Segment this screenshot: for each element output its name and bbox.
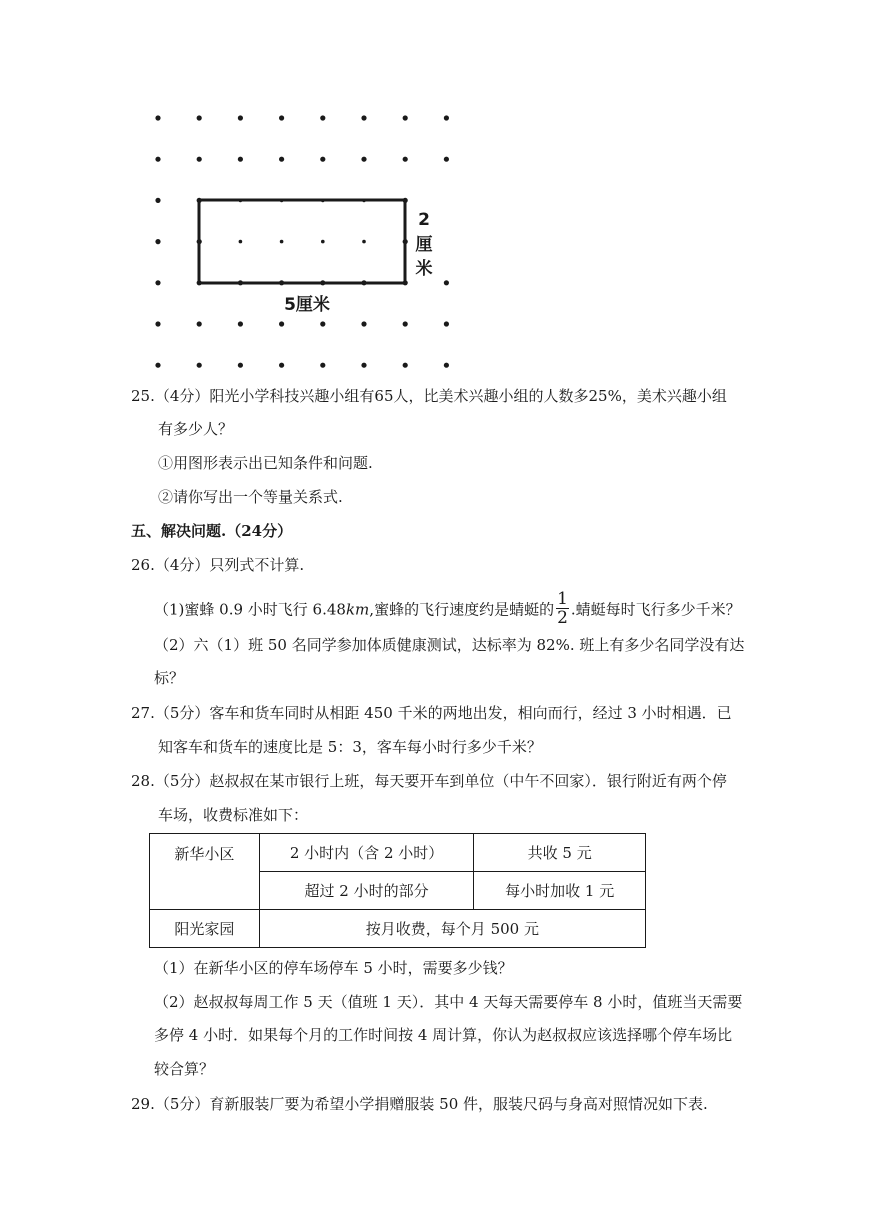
grid-dot (320, 363, 325, 368)
q25-line1: 25.（4分）阳光小学科技兴趣小组有65人，比美术兴趣小组的人数多25%，美术兴趣小组 (131, 387, 727, 405)
lot1-row1-fee: 共收 5 元 (474, 834, 646, 872)
q26-line1: 26.（4分）只列式不计算. (131, 556, 305, 574)
grid-dot (239, 240, 243, 244)
grid-dot (444, 115, 449, 120)
grid-dot (444, 157, 449, 162)
q26-sub1-unit: km (345, 600, 370, 619)
grid-dot (361, 157, 366, 162)
lot1-row2-condition: 超过 2 小时的部分 (259, 872, 474, 910)
grid-dot (361, 321, 366, 326)
grid-dot (155, 115, 160, 120)
q28-sub2-line3: 较合算？ (154, 1060, 215, 1078)
q27-line1: 27.（5分）客车和货车同时从相距 450 千米的两地出发，相向而行，经过 3 小时相遇．已 (131, 704, 732, 722)
grid-dot (362, 240, 366, 244)
dot-grid-figure (140, 100, 480, 385)
grid-dot (155, 157, 160, 162)
grid-dot (403, 321, 408, 326)
grid-dot (280, 240, 284, 244)
height-label-1: 2 (418, 210, 430, 230)
grid-dot (403, 363, 408, 368)
dot-grid-svg (140, 100, 480, 385)
grid-dot (403, 157, 408, 162)
grid-dot (320, 157, 325, 162)
q26-sub1-after: .蜻蜓每时飞行多少千米？ (570, 600, 741, 619)
q25-sub1: ①用图形表示出已知条件和问题. (158, 454, 373, 472)
grid-dot (197, 321, 202, 326)
table-row (150, 910, 646, 948)
q28-sub1: （1）在新华小区的停车场停车 5 小时，需要多少钱？ (154, 959, 513, 977)
height-label-2: 厘 (415, 235, 433, 255)
fraction-one-half (556, 590, 569, 627)
q26-sub2-line2: 标？ (154, 669, 185, 687)
grid-dot (279, 157, 284, 162)
height-label-3: 米 (415, 259, 433, 279)
grid-dot (444, 363, 449, 368)
q25-line2: 有多少人？ (158, 420, 234, 438)
q26-sub2-line1: （2）六（1）班 50 名同学参加体质健康测试，达标率为 82%. 班上有多少名同学没有达 (154, 636, 745, 654)
grid-dot (320, 321, 325, 326)
grid-dot (155, 280, 160, 285)
q27-line2: 知客车和货车的速度比是 5：3，客车每小时行多少千米？ (158, 738, 542, 756)
table-row (150, 834, 646, 872)
grid-dot (361, 115, 366, 120)
section5-title: 五、解决问题.（24分） (131, 522, 293, 540)
grid-dot (197, 363, 202, 368)
q26-sub1 (154, 589, 741, 629)
grid-dot (238, 115, 243, 120)
q28-sub2-line2: 多停 4 小时．如果每个月的工作时间按 4 周计算，你认为赵叔叔应该选择哪个停车场比 (154, 1026, 733, 1044)
q25-sub2: ②请你写出一个等量关系式. (158, 488, 343, 506)
grid-dot (155, 198, 160, 203)
q28-sub2-line1: （2）赵叔叔每周工作 5 天（值班 1 天）．其中 4 天每天需要停车 8 小时，值班当天需要 (154, 993, 743, 1011)
lot2-fee-cell: 按月收费，每个月 500 元 (259, 910, 645, 948)
grid-dot (279, 115, 284, 120)
parking-fee-table (149, 833, 646, 948)
grid-dot (444, 321, 449, 326)
grid-dot (155, 321, 160, 326)
rectangle-shape (199, 200, 405, 283)
q26-sub1-mid: ,蜜蜂的飞行速度约是蜻蜓的 (369, 600, 555, 619)
q28-line2: 车场，收费标准如下： (158, 806, 309, 824)
lot1-row2-fee: 每小时加收 1 元 (474, 872, 646, 910)
width-label: 5厘米 (284, 295, 330, 315)
lot1-row1-condition: 2 小时内（含 2 小时） (259, 834, 474, 872)
grid-dot (321, 240, 325, 244)
grid-dot (279, 321, 284, 326)
grid-dot (238, 321, 243, 326)
grid-dot (361, 363, 366, 368)
lot1-name-cell: 新华小区 (150, 834, 260, 910)
q29-line1: 29.（5分）育新服装厂要为希望小学捐赠服装 50 件，服装尺码与身高对照情况如下表. (131, 1095, 708, 1113)
grid-dot (238, 363, 243, 368)
grid-dot (403, 115, 408, 120)
grid-dot (238, 157, 243, 162)
grid-dot (197, 115, 202, 120)
q26-sub1-before: （1)蜜蜂 0.9 小时飞行 6.48 (154, 600, 346, 619)
fraction-denominator: 2 (557, 608, 568, 628)
grid-dot (279, 363, 284, 368)
grid-dot (444, 280, 449, 285)
q28-line1: 28.（5分）赵叔叔在某市银行上班，每天要开车到单位（中午不回家）．银行附近有两个停 (131, 772, 727, 790)
grid-dot (197, 157, 202, 162)
grid-dot (155, 363, 160, 368)
grid-dot (320, 115, 325, 120)
fraction-numerator: 1 (557, 589, 568, 609)
grid-dot (155, 239, 160, 244)
lot2-name-cell: 阳光家园 (150, 910, 260, 948)
